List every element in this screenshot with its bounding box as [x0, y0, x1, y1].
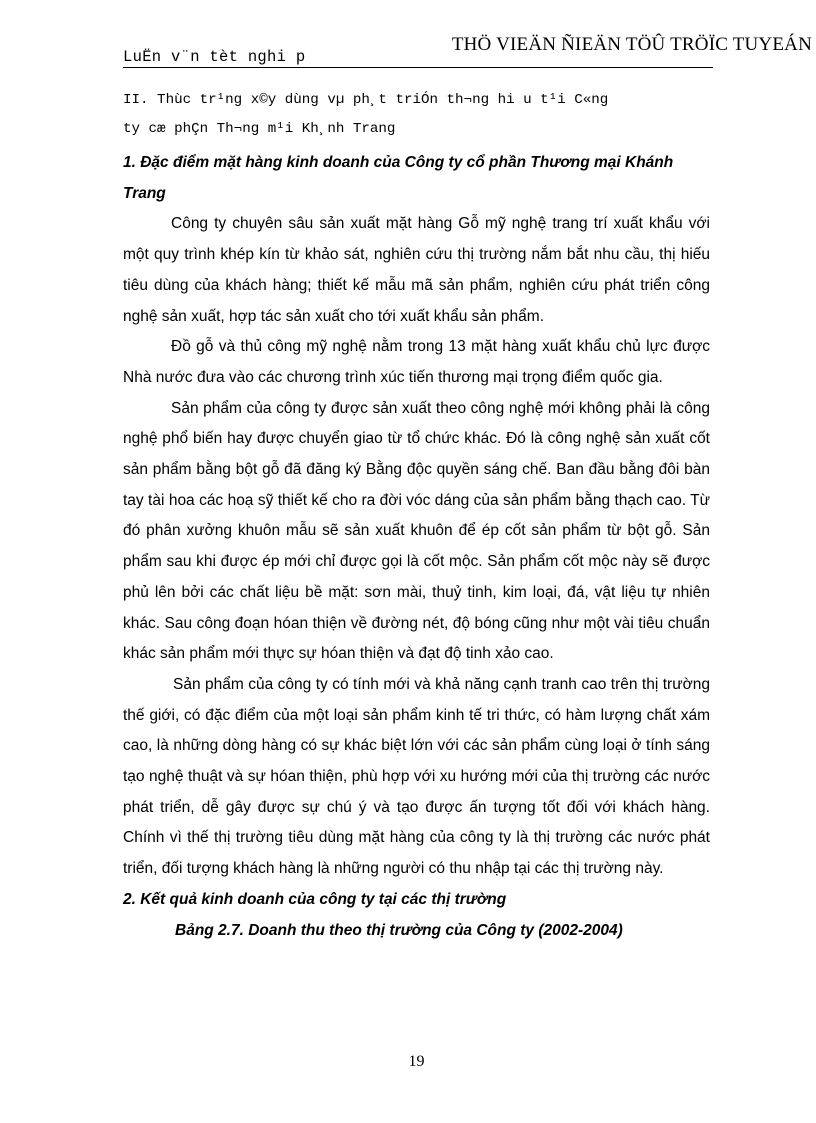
header-divider: [123, 67, 713, 68]
paragraph-1: Công ty chuyên sâu sản xuất mặt hàng Gỗ mỹ nghệ trang trí xuất khẩu với một quy trình khép kín từ khảo sát, nghiên cứu thị trường nắm bắt nhu cầu, thị hiếu tiêu dùng của khách hàng; thiết kế mẫu mã sản phẩm, nghiên cứu phát triển công nghệ sản xuất, hợp tác sản xuất cho tới xuất khẩu sản phẩm.: [123, 215, 710, 325]
header-thesis-label: LuËn v¨n tèt nghi p: [123, 48, 306, 66]
body-text: [123, 148, 710, 946]
paragraph-4: Sản phẩm của công ty có tính mới và khả năng cạnh tranh cao trên thị trường thế giới, có đặc điểm của một loại sản phẩm kinh tế tri thức, có hàm lượng chất xám cao, là những dòng hàng có sự khác biệt lớn với các sản phẩm cùng loại ở tính sáng tạo nghệ thuật và sự hóan thiện, phù hợp với xu hướng mới của thị trường các nước phát triển, dễ gây được sự chú ý và tạo được ấn tượng tốt đối với khách hàng. Chính vì thế thị trường tiêu dùng mặt hàng của công ty là thị trường các nước phát triển, đối tượng khách hàng là những người có thu nhập tại các thị trường này.: [123, 675, 710, 878]
heading-1: 1. Đặc điểm mặt hàng kinh doanh của Công ty cổ phần Thương mại Khánh Trang: [123, 154, 674, 202]
section-title-line-2: ty cæ phÇn Th¬ng m¹i Kh¸nh Trang: [123, 121, 396, 137]
header-library-title: THÖ VIEÄN ÑIEÄN TÖÛ TRÖÏC TUYEÁN: [451, 34, 812, 55]
paragraph-2: Đồ gỗ và thủ công mỹ nghệ nằm trong 13 mặt hàng xuất khẩu chủ lực được Nhà nước đưa vào các chương trình xúc tiến thương mại trọng điểm quốc gia.: [123, 338, 710, 386]
table-caption: Bảng 2.7. Doanh thu theo thị trường của Công ty (2002-2004): [175, 921, 623, 939]
paragraph-3: Sản phẩm của công ty được sản xuất theo công nghệ mới không phải là công nghệ phổ biến hay được chuyển giao từ tổ chức khác. Đó là công nghệ sản xuất cốt sản phẩm bằng bột gỗ đã đăng ký Bằng độc quyền sáng chế. Ban đầu bằng đôi bàn tay tài hoa các hoạ sỹ thiết kế cho ra đời vóc dáng của sản phẩm bằng thạch cao. Từ đó phân xưởng khuôn mẫu sẽ sản xuất khuôn để ép cốt sản phẩm từ bột gỗ. Sản phẩm sau khi được ép mới chỉ được gọi là cốt mộc. Sản phẩm cốt mộc này sẽ được phủ lên bởi các chất liệu bề mặt: sơn mài, thuỷ tinh, kim loại, đá, vật liệu tự nhiên khác. Sau công đoạn hóan thiện về đường nét, độ bóng cũng như một vài tiêu chuẩn khác sản phẩm mới thực sự hóan thiện và đạt độ tinh xảo cao.: [123, 399, 710, 663]
heading-2: 2. Kết quả kinh doanh của công ty tại các thị trường: [123, 890, 507, 908]
section-title-line-1: II. Thùc tr¹ng x©y dùng vµ ph¸t triÓn th¬ng hi u t¹i C«ng: [123, 92, 609, 108]
page-number: 19: [408, 1053, 425, 1070]
